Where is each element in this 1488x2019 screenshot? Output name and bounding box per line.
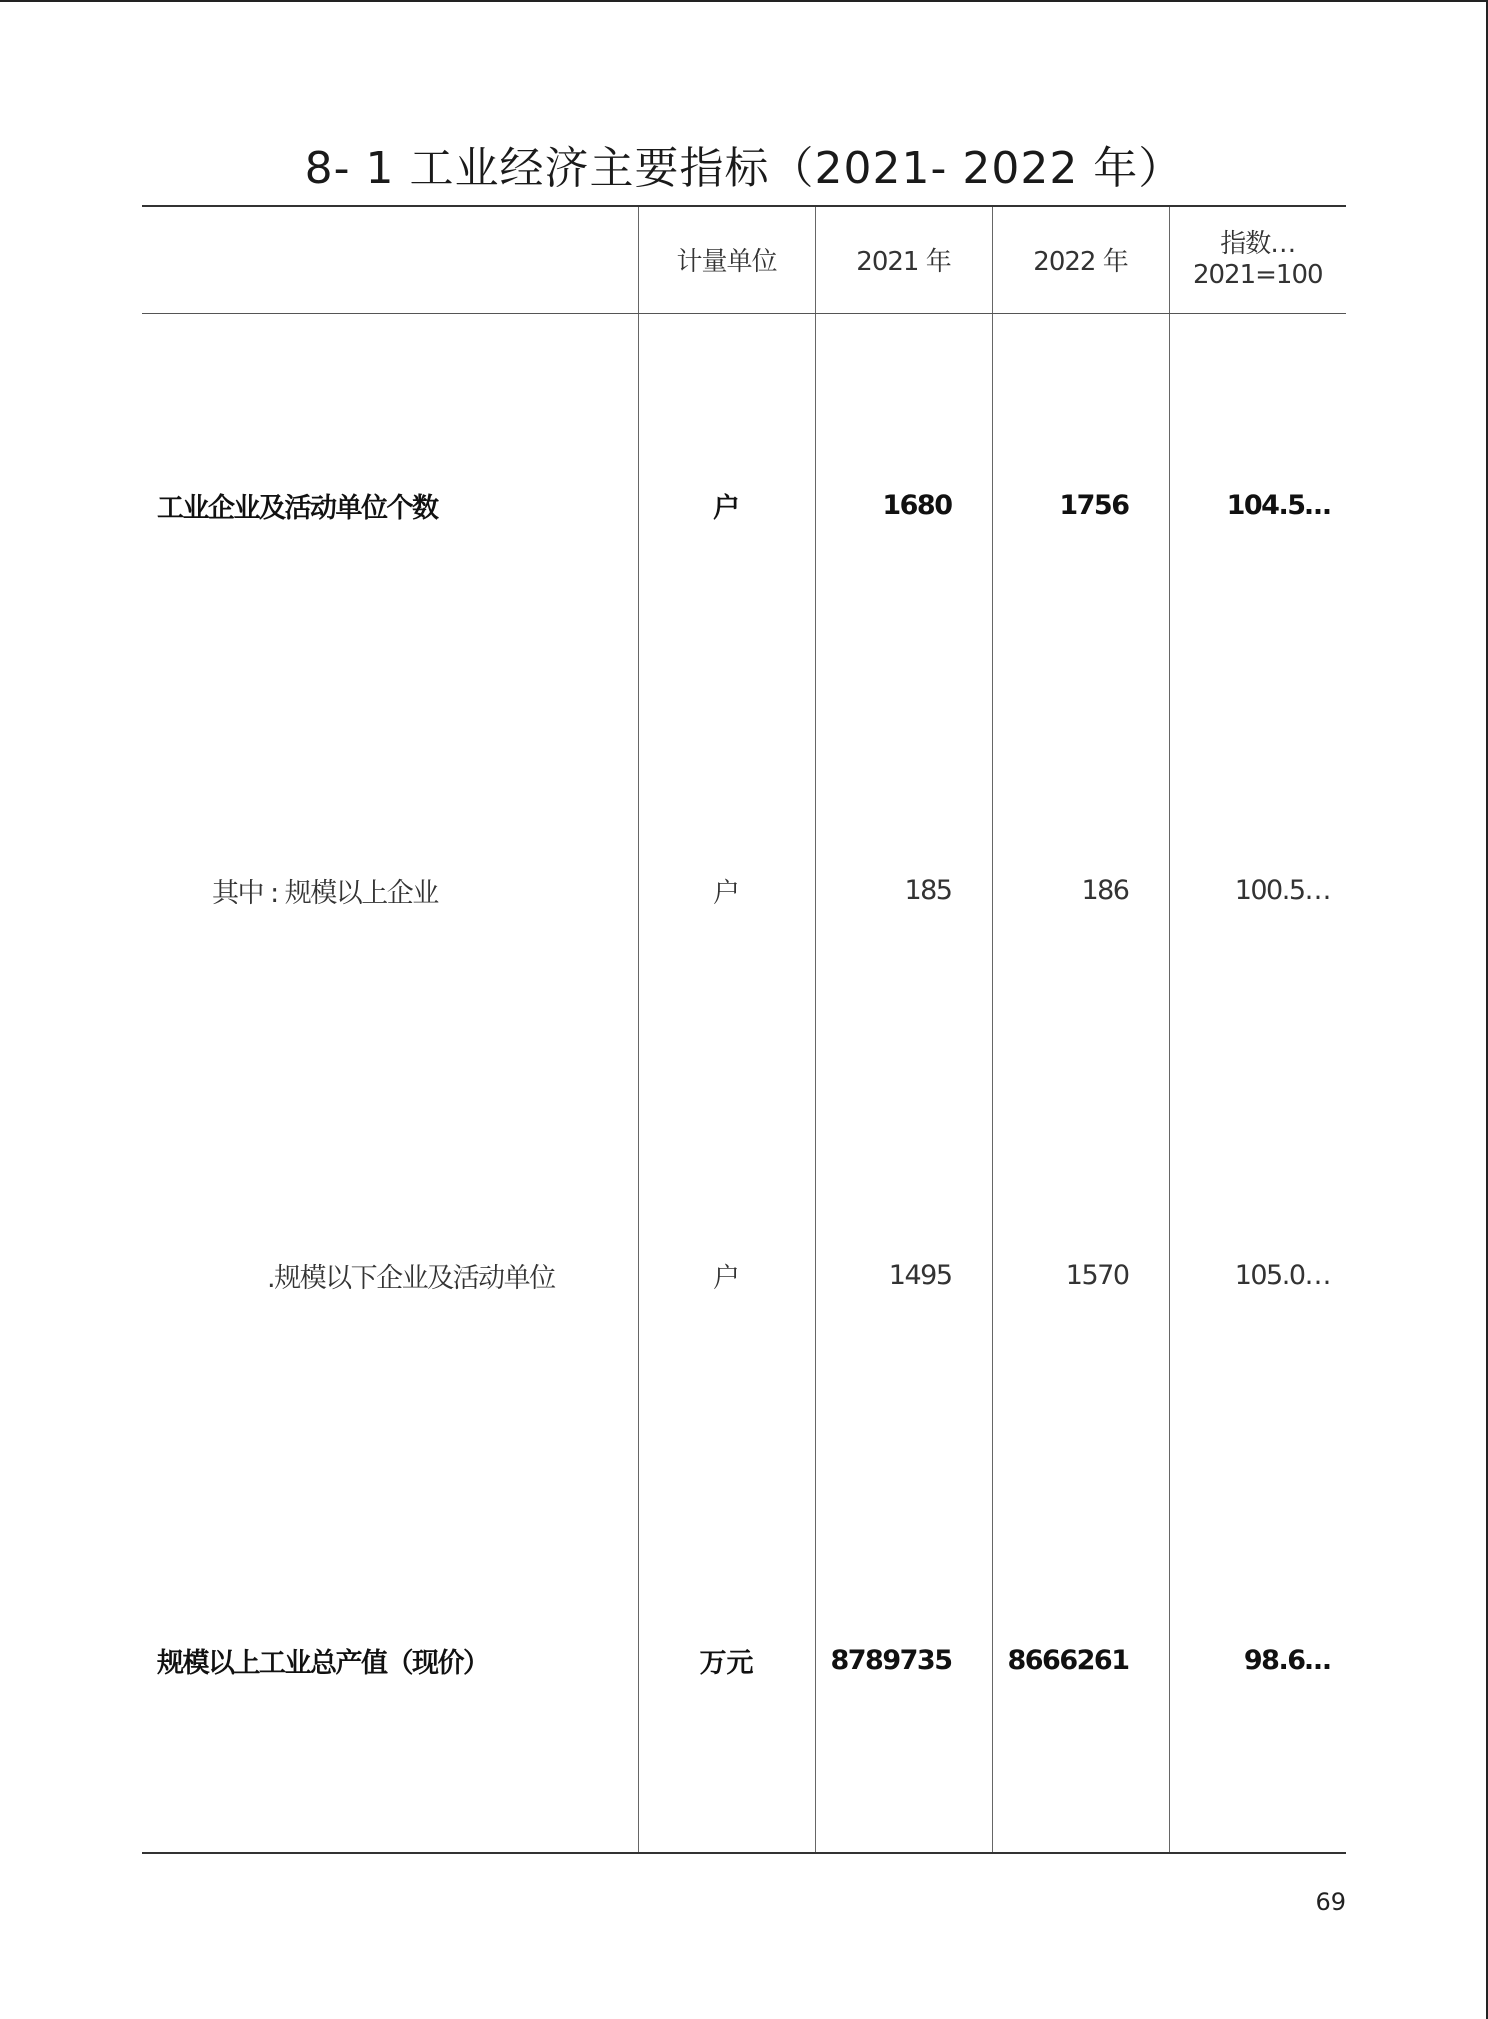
header-2022: 2022 年 bbox=[992, 206, 1169, 313]
page-title: 8- 1 工业经济主要指标（2021- 2022 年） bbox=[304, 143, 1184, 194]
row-name: 其中 : 规模以上企业 bbox=[212, 878, 438, 909]
row-2022-value: 1756 bbox=[992, 313, 1169, 698]
header-unit: 计量单位 bbox=[638, 206, 815, 313]
row-2022-value: 186 bbox=[992, 698, 1169, 1083]
row-2021-value: 185 bbox=[815, 698, 992, 1083]
row-name: .规模以下企业及活动单位 bbox=[267, 1263, 555, 1294]
table-row bbox=[142, 698, 1346, 1083]
header-index-line1: 指数… bbox=[1220, 228, 1296, 259]
indicator-table-container bbox=[142, 205, 1346, 1854]
row-unit: 户 bbox=[638, 1083, 815, 1468]
row-name: 规模以上工业总产值（现价） bbox=[142, 1468, 638, 1853]
row-2021-value: 1680 bbox=[815, 313, 992, 698]
header-name bbox=[142, 206, 638, 313]
row-name: 工业企业及活动单位个数 bbox=[157, 493, 438, 525]
row-unit: 户 bbox=[638, 313, 815, 698]
row-2022-value: 1570 bbox=[992, 1083, 1169, 1468]
table-header-row bbox=[142, 206, 1346, 313]
row-unit: 户 bbox=[638, 698, 815, 1083]
row-index-value: 104.5… bbox=[1169, 313, 1346, 698]
page-border-top bbox=[0, 0, 1488, 2]
table-row bbox=[142, 313, 1346, 698]
row-index-value: 105.0… bbox=[1169, 1083, 1346, 1468]
page-number: 69 bbox=[1315, 1888, 1346, 1916]
table-row bbox=[142, 1083, 1346, 1468]
header-2021: 2021 年 bbox=[815, 206, 992, 313]
row-index-value: 98.6… bbox=[1169, 1468, 1346, 1853]
indicator-table bbox=[142, 205, 1346, 1854]
row-2021-value: 8789735 bbox=[815, 1468, 992, 1853]
header-index-line2: 2021=100 bbox=[1192, 259, 1323, 290]
header-index bbox=[1169, 206, 1346, 313]
table-row bbox=[142, 1468, 1346, 1853]
row-index-value: 100.5… bbox=[1169, 698, 1346, 1083]
row-2021-value: 1495 bbox=[815, 1083, 992, 1468]
row-unit: 万元 bbox=[638, 1468, 815, 1853]
row-2022-value: 8666261 bbox=[992, 1468, 1169, 1853]
